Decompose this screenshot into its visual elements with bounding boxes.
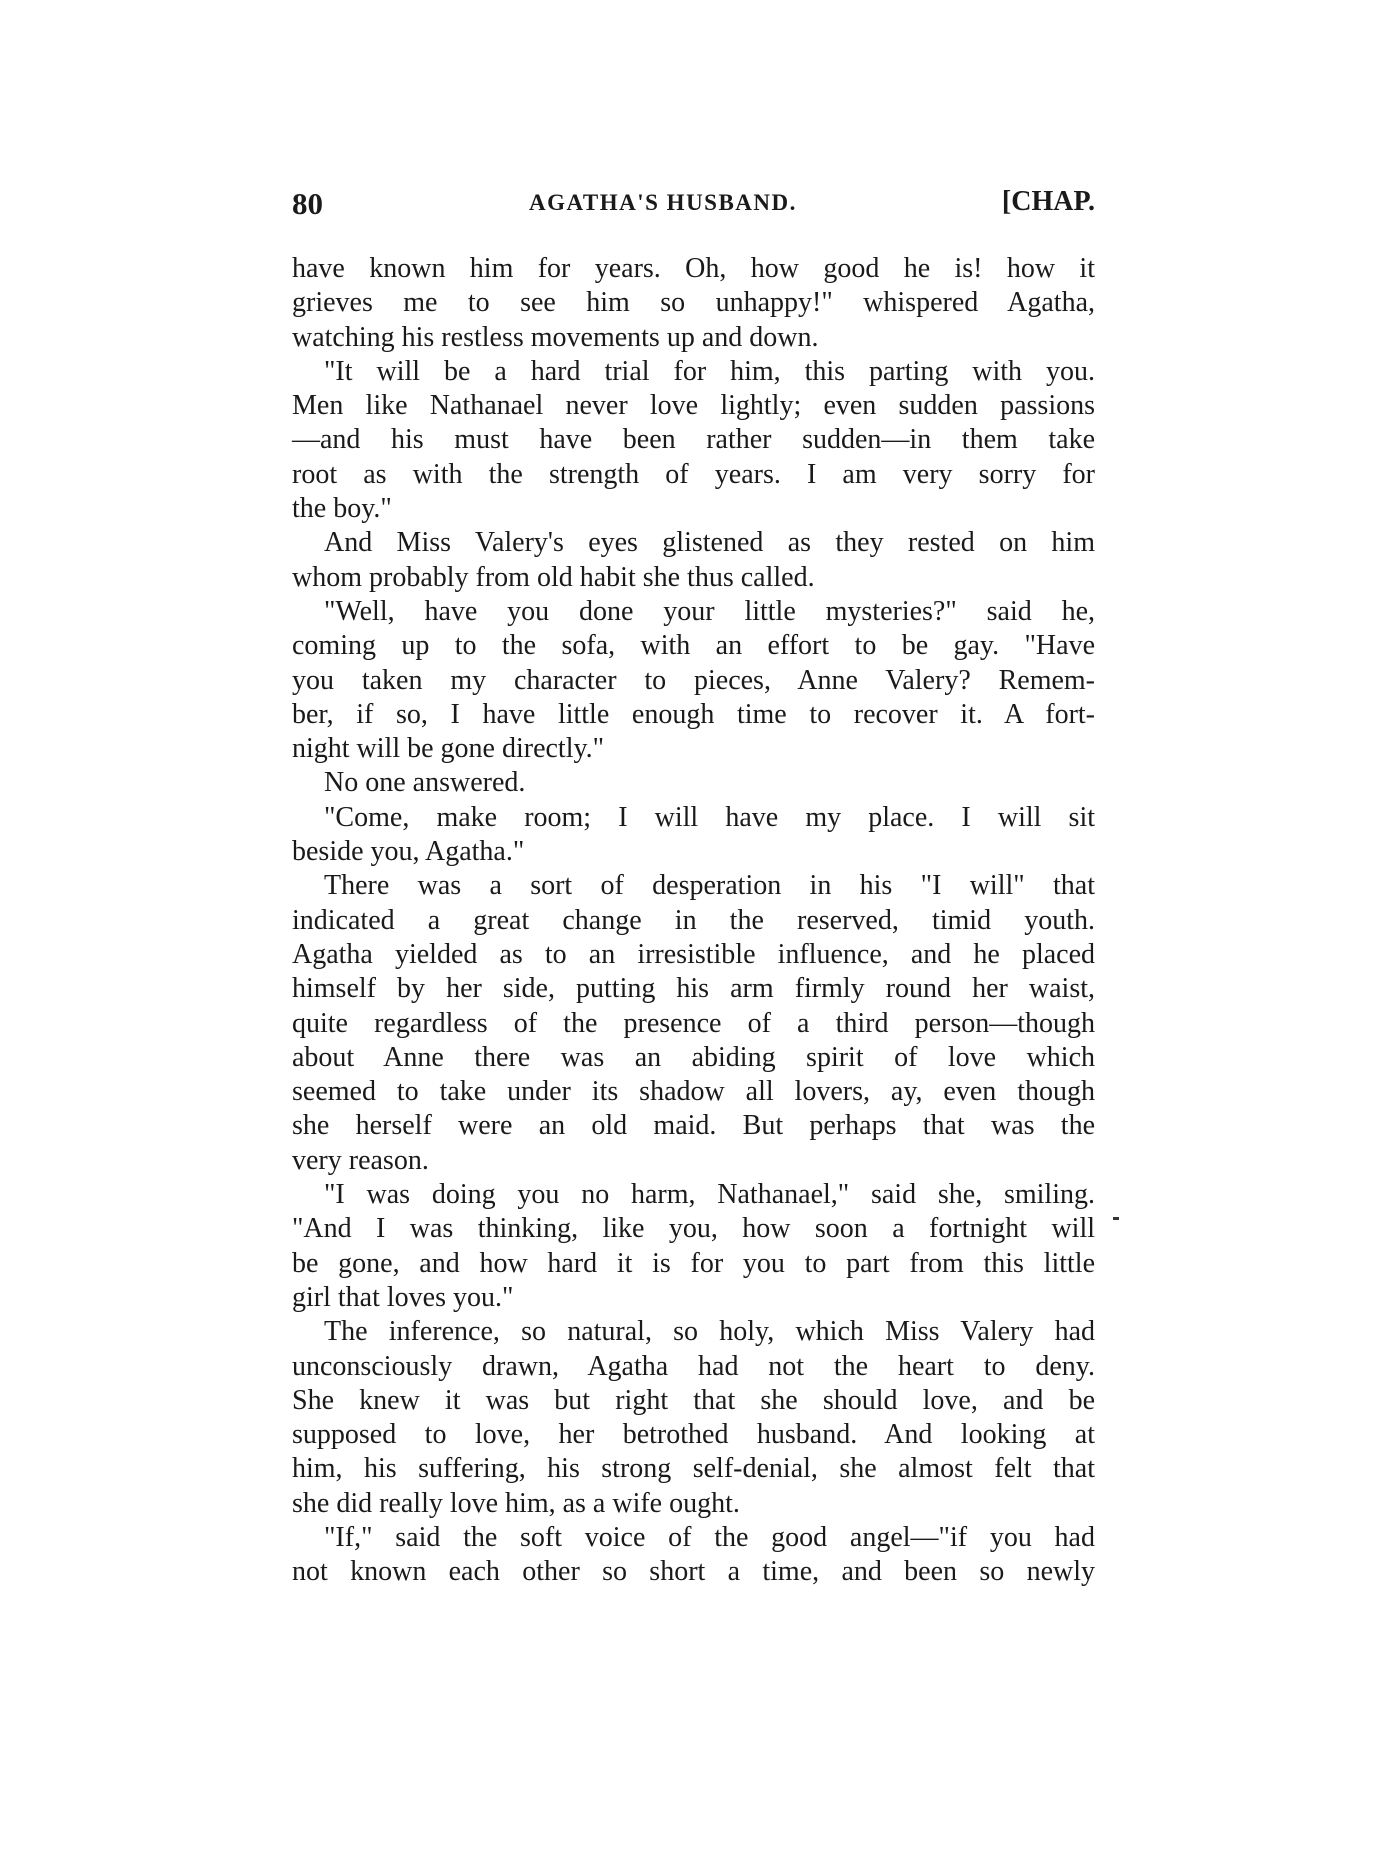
text-line: night will be gone directly." xyxy=(292,733,605,765)
text-line: watching his restless movements up and down. xyxy=(292,321,819,353)
text-line: "I was doing you no harm, Nathanael," said she, smiling. xyxy=(324,1179,1095,1211)
text-line: "Come, make room; I will have my place. I will sit xyxy=(324,801,1095,833)
text-line: And Miss Valery's eyes glistened as they rested on him xyxy=(324,527,1095,559)
text-line: ber, if so, I have little enough time to recover it. A fort- xyxy=(292,698,1095,730)
text-line: seemed to take under its shadow all lovers, ay, even though xyxy=(292,1076,1095,1108)
text-line: she did really love him, as a wife ought. xyxy=(292,1487,740,1519)
text-line: very reason. xyxy=(292,1144,429,1176)
text-line: Men like Nathanael never love lightly; even sudden passions xyxy=(292,390,1095,422)
text-line: root as with the strength of years. I am very sorry for xyxy=(292,458,1095,490)
text-line: indicated a great change in the reserved, timid youth. xyxy=(292,904,1095,936)
text-line: —and his must have been rather sudden—in them take xyxy=(292,424,1095,456)
text-line: you taken my character to pieces, Anne Valery? Remem- xyxy=(292,664,1095,696)
text-line: unconsciously drawn, Agatha had not the heart to deny. xyxy=(292,1350,1095,1382)
text-line: There was a sort of desperation in his "I will" that xyxy=(324,870,1095,902)
text-line: "If," said the soft voice of the good angel—"if you had xyxy=(324,1521,1095,1553)
text-line: the boy." xyxy=(292,493,392,525)
text-line: be gone, and how hard it is for you to part from this little xyxy=(292,1247,1095,1279)
text-line: coming up to the sofa, with an effort to be gay. "Have xyxy=(292,630,1095,662)
text-line: beside you, Agatha." xyxy=(292,836,525,868)
text-line: No one answered. xyxy=(324,767,526,799)
text-line: supposed to love, her betrothed husband. And looking at xyxy=(292,1419,1095,1451)
text-line: she herself were an old maid. But perhaps that was the xyxy=(292,1110,1095,1142)
text-line: himself by her side, putting his arm firmly round her waist, xyxy=(292,973,1095,1005)
text-line: girl that loves you." xyxy=(292,1281,514,1313)
body-text xyxy=(292,252,1095,1590)
chapter-label: [CHAP. xyxy=(1001,186,1095,217)
text-line: "And I was thinking, like you, how soon a fortnight will xyxy=(292,1213,1095,1245)
running-title: AGATHA'S HUSBAND. xyxy=(529,190,797,215)
text-line: whom probably from old habit she thus called. xyxy=(292,561,815,593)
text-line: "It will be a hard trial for him, this parting with you. xyxy=(324,355,1095,387)
print-mark xyxy=(1113,1217,1119,1220)
text-line: Agatha yielded as to an irresistible influence, and he placed xyxy=(292,938,1095,970)
page-number: 80 xyxy=(292,186,323,221)
text-line: him, his suffering, his strong self-denial, she almost felt that xyxy=(292,1453,1095,1485)
running-head xyxy=(292,186,1095,226)
text-line: about Anne there was an abiding spirit of love which xyxy=(292,1041,1095,1073)
text-line: quite regardless of the presence of a third person—though xyxy=(292,1007,1095,1039)
text-line: grieves me to see him so unhappy!" whispered Agatha, xyxy=(292,287,1095,319)
text-line: not known each other so short a time, and been so newly xyxy=(292,1556,1095,1588)
text-line: The inference, so natural, so holy, which Miss Valery had xyxy=(324,1316,1095,1348)
text-line: have known him for years. Oh, how good he is! how it xyxy=(292,253,1095,284)
text-line: She knew it was but right that she should love, and be xyxy=(292,1384,1095,1416)
text-line: "Well, have you done your little mysteries?" said he, xyxy=(324,595,1095,627)
